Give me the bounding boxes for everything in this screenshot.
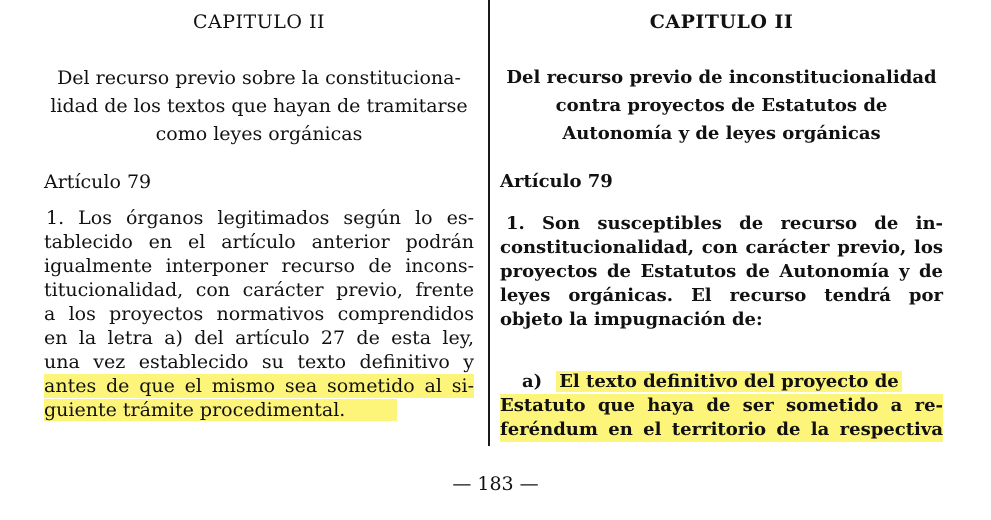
right-body-line: 1. Son susceptibles de recurso de in- xyxy=(506,213,943,234)
right-body-line: leyes orgánicas. El recurso tendrá por xyxy=(500,285,943,306)
right-chapter-heading: CAPITULO II xyxy=(649,11,794,33)
right-item-a-first-line xyxy=(500,370,943,394)
left-subtitle-line: como leyes orgánicas xyxy=(155,123,363,145)
left-chapter-subtitle xyxy=(44,64,474,148)
right-subtitle-line: Autonomía y de leyes orgánicas xyxy=(562,123,881,144)
right-item-a xyxy=(500,370,943,442)
left-highlight-span: guiente trámite procedimental. xyxy=(44,399,397,421)
left-subtitle-line: Del recurso previo sobre la constituciona- xyxy=(57,67,461,89)
right-subtitle-line: Del recurso previo de inconstitucionalidad xyxy=(506,67,937,88)
left-body-line: 1. Los órganos legitimados según lo es- xyxy=(46,207,474,229)
right-body-line: objeto la impugnación de: xyxy=(500,309,763,330)
left-article-title: Artículo 79 xyxy=(44,171,152,193)
page-number: — 183 — xyxy=(452,473,539,495)
right-subtitle-line: contra proyectos de Estatutos de xyxy=(555,95,888,116)
right-body-line: constitucionalidad, con carácter previo, los xyxy=(500,237,943,258)
right-body-line: proyectos de Estatutos de Autonomía y de xyxy=(500,261,943,282)
right-article-body xyxy=(500,212,943,332)
left-body-line: titucionalidad, con carácter previo, frente xyxy=(44,279,474,301)
right-item-a-label: a) xyxy=(522,371,543,392)
left-body-line: en la letra a) del artículo 27 de esta ley, xyxy=(44,327,474,349)
left-body-line: a los proyectos normativos comprendidos xyxy=(44,303,474,325)
left-body-line-highlighted: antes de que el mismo sea sometido al si- xyxy=(44,375,474,397)
left-article-body xyxy=(44,206,474,422)
left-body-line: tablecido en el artículo anterior podrán xyxy=(44,231,474,253)
left-body-line-highlighted xyxy=(44,398,474,422)
left-body-line: igualmente interponer recurso de incons- xyxy=(44,255,474,277)
right-body-line-highlighted: Estatuto que haya de ser sometido a re- xyxy=(500,395,943,416)
left-subtitle-line: lidad de los textos que hayan de tramitarse xyxy=(50,95,468,117)
right-article-title: Artículo 79 xyxy=(500,171,613,192)
right-body-line-highlighted: feréndum en el territorio de la respectiva xyxy=(500,419,943,440)
right-item-a-highlight: El texto definitivo del proyecto de xyxy=(556,371,902,392)
right-chapter-subtitle xyxy=(500,64,943,148)
column-divider xyxy=(488,0,490,446)
left-chapter-heading: CAPITULO II xyxy=(193,11,325,33)
left-body-line: una vez establecido su texto definitivo y xyxy=(44,351,474,373)
